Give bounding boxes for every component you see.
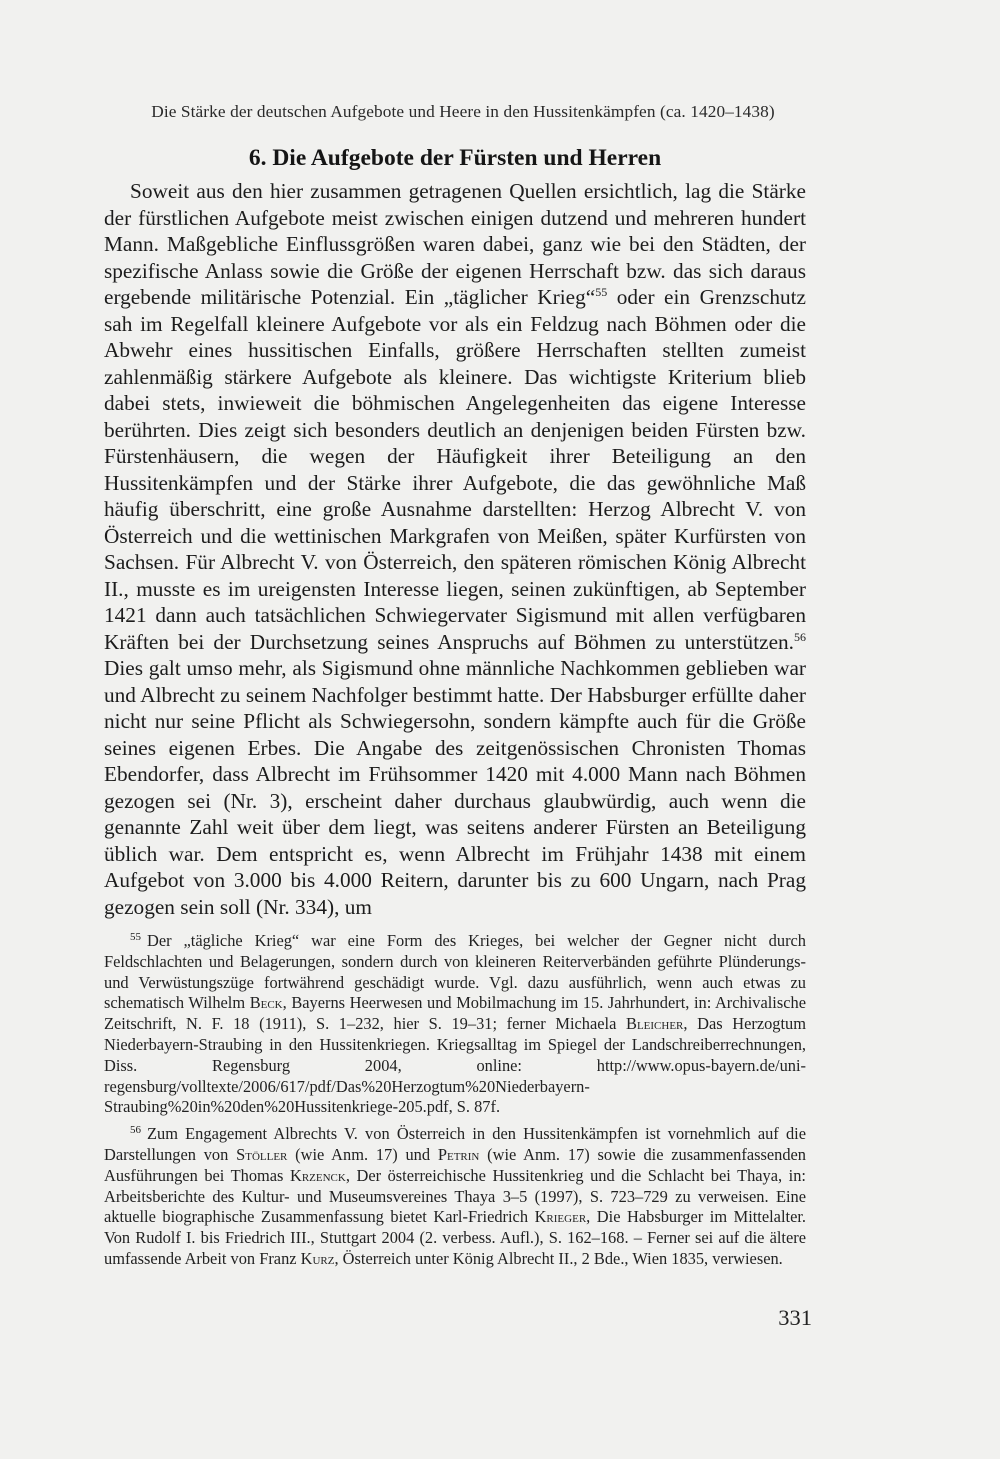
footnote-text: , Österreich unter König Albrecht II., 2 Bde., Wien 1835, verwiesen. xyxy=(334,1248,783,1268)
footnotes xyxy=(104,931,806,1276)
footnote-text: (wie Anm. 17) sowie die zusammenfassenden Ausführungen bei Thomas xyxy=(104,1144,806,1185)
section-title: 6. Die Aufgebote der Fürsten und Herren xyxy=(248,145,662,171)
footnote-text: , Die Habsburger im Mittelalter. Von Rudolf I. bis Friedrich III., Stuttgart 2004 (2. verbess. Aufl.), S. 162–168. – Ferner sei auf die ältere umfassende Arbeit von Franz xyxy=(104,1207,806,1268)
footnote-number: 55 xyxy=(130,930,141,943)
footnote-text: , Der österreichische Hussitenkrieg und die Schlacht bei Thaya, in: Arbeitsberichte des Kultur- und Museumsvereines Thaya 3–5 (1997), S. 723–729 zu verweisen. Eine aktuelle biographische Zusammenfassung bietet Karl-Friedrich xyxy=(104,1165,806,1227)
footnote-text: (wie Anm. 17) und xyxy=(287,1144,438,1164)
footnote-55 xyxy=(104,931,806,1118)
author-name: Stöller xyxy=(236,1144,288,1164)
footnote-text: Zum Engagement Albrechts V. von Österreich in den Hussitenkämpfen ist vornehmlich auf die Darstellungen von xyxy=(104,1124,806,1164)
running-head: Die Stärke der deutschen Aufgebote und Heere in den Hussitenkämpfen (ca. 1420–1438) xyxy=(151,102,775,121)
author-name: Krieger xyxy=(534,1207,587,1227)
body-paragraph xyxy=(104,178,806,920)
footnote-text: Der „tägliche Krieg“ war eine Form des Krieges, bei welcher der Gegner nicht durch Feldschlachten und Belagerungen, sondern durch von kleineren Reiterverbänden geführte Plünderungs- und Verwüstungszüge fortwährend geschädigt wurde. Vgl. dazu ausführlich, wenn auch etwas zu schematisch Wilhelm xyxy=(104,931,806,1013)
footnote-text: , Das Herzogtum Niederbayern-Straubing in den Hussitenkriegen. Kriegsalltag im Spiegel der Landschreiberrechnungen, Diss. Regensburg 2004, online: http://www.opus-bayern.de/uni-regensburg/volltexte/2006/617/pdf/Das%20Herzogtum%20Niederbayern-Straubing%20in%20den%20Hussitenkriege-205.pdf, S. 87f. xyxy=(104,1014,806,1117)
main-text xyxy=(104,178,806,920)
body-text: Dies galt umso mehr, als Sigismund ohne männliche Nachkommen geblieben war und Albrecht zu seinem Nachfolger bestimmt hatte. Der Habsburger erfüllte daher nicht nur seine Pflicht als Schwiegersohn, sondern kämpfte auch für die Größe seines eigenen Erbes. Die Angabe des zeitgenössischen Chronisten Thomas Ebendorfer, dass Albrecht im Frühsommer 1420 mit 4.000 Mann nach Böhmen gezogen sei (Nr. 3), erscheint daher durchaus glaubwürdig, auch wenn die genannte Zahl weit über dem liegt, was seitens anderer Fürsten an Beteiligung üblich war. Dem entspricht es, wenn Albrecht im Frühjahr 1438 mit einem Aufgebot von 3.000 bis 4.000 Reitern, darunter bis zu 600 Ungarn, nach Prag gezogen sein soll (Nr. 334), um xyxy=(104,656,806,919)
author-name: Kurz xyxy=(300,1248,335,1268)
author-name: Petrin xyxy=(437,1144,480,1164)
footnote-number: 56 xyxy=(130,1123,141,1136)
body-text: oder ein Grenzschutz sah im Regelfall kleinere Aufgebote vor als ein Feldzug nach Böhmen oder die Abwehr eines hussitischen Einfalls, größere Herrschaften stellten zumeist zahlenmäßig stärkere Aufgebote als kleinere. Das wichtigste Kriterium blieb dabei stets, inwieweit die böhmischen Angelegenheiten das eigene Interesse berührten. Dies zeigt sich besonders deutlich an denjenigen beiden Fürsten bzw. Fürstenhäusern, die wegen der Häufigkeit ihrer Beteiligung an den Hussitenkämpfen und der Stärke ihrer Aufgebote, die das gewöhnliche Maß häufig überschritt, eine große Ausnahme darstellten: Herzog Albrecht V. von Österreich und die wettinischen Markgrafen von Meißen, später Kurfürsten von Sachsen. Für Albrecht V. von Österreich, den späteren römischen König Albrecht II., musste es im ureigensten Interesse liegen, seinen zukünftigen, ab September 1421 dann auch tatsächlichen Schwiegervater Sigismund mit allen verfügbaren Kräften bei der Durchsetzung seines Anspruchs auf Böhmen zu unterstützen. xyxy=(104,285,807,654)
footnote-text: , Bayerns Heerwesen und Mobilmachung im 15. Jahrhundert, in: Archivalische Zeitschrift, N. F. 18 (1911), S. 1–232, hier S. 19–31; ferner Michaela xyxy=(104,993,806,1034)
body-text: Soweit aus den hier zusammen getragenen Quellen ersichtlich, lag die Stärke der fürstlichen Aufgebote meist zwischen einigen dutzend und mehreren hundert Mann. Maßgebliche Einflussgrößen waren dabei, ganz wie bei den Städten, der spezifische Anlass sowie die Größe der eigenen Herrschaft bzw. das sich daraus ergebende militärische Potenzial. Ein „täglicher Krieg“ xyxy=(104,179,806,309)
author-name: Bleicher xyxy=(626,1014,684,1034)
author-name: Krzenck xyxy=(289,1165,346,1185)
page-number: 331 xyxy=(778,1305,812,1330)
footnote-ref-55: 55 xyxy=(595,284,608,299)
footnote-ref-56: 56 xyxy=(794,629,806,644)
author-name: Beck xyxy=(249,993,283,1013)
footnote-56 xyxy=(104,1124,806,1270)
